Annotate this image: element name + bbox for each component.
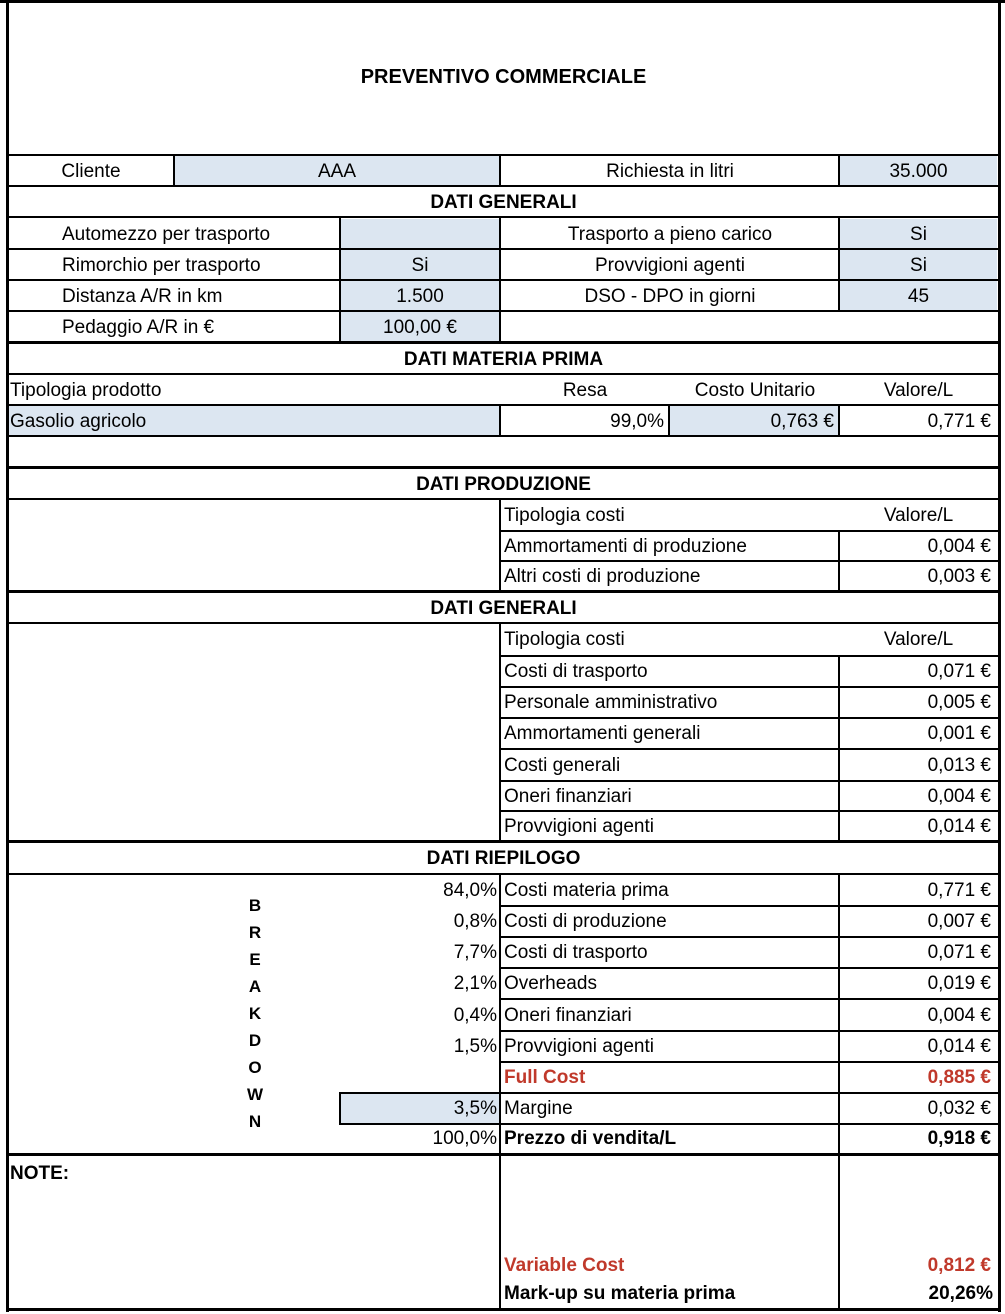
grid-line bbox=[6, 622, 1001, 624]
generali-row-value: 0,071 € bbox=[927, 660, 991, 682]
grid-line bbox=[838, 154, 840, 186]
generali-tipologia-col: Tipologia costi bbox=[504, 628, 625, 650]
pieno-carico-value[interactable]: Si bbox=[840, 219, 997, 249]
grid-line bbox=[500, 998, 1001, 1000]
grid-line bbox=[6, 216, 1001, 218]
grid-line bbox=[6, 185, 1001, 187]
produzione-header: DATI PRODUZIONE bbox=[416, 473, 591, 495]
materia-prima-header: DATI MATERIA PRIMA bbox=[403, 348, 604, 370]
grid-line bbox=[499, 404, 501, 437]
variable-cost-value: 0,812 € bbox=[927, 1254, 991, 1276]
grid-line bbox=[6, 154, 1001, 156]
margine-pct-input[interactable]: 3,5% bbox=[340, 1093, 500, 1123]
riepilogo-label: Provvigioni agenti bbox=[504, 1035, 654, 1057]
breakdown-vertical-label bbox=[240, 892, 270, 1135]
grid-line bbox=[499, 498, 501, 592]
cliente-value[interactable]: AAA bbox=[174, 156, 500, 186]
breakdown-letter: E bbox=[249, 950, 261, 969]
riepilogo-value: 0,771 € bbox=[927, 879, 991, 901]
grid-line bbox=[6, 498, 1001, 500]
distanza-value[interactable]: 1.500 bbox=[340, 281, 500, 311]
cliente-label: Cliente bbox=[61, 160, 121, 182]
automezzo-value[interactable] bbox=[340, 219, 500, 249]
grid-line bbox=[838, 530, 840, 592]
produzione-row-value: 0,003 € bbox=[927, 565, 991, 587]
grid-line bbox=[500, 748, 1001, 750]
grid-line bbox=[6, 435, 1001, 437]
grid-line bbox=[6, 404, 1001, 406]
produzione-row-label: Altri costi di produzione bbox=[504, 565, 701, 587]
grid-line bbox=[6, 279, 1001, 281]
produzione-row-value: 0,004 € bbox=[927, 535, 991, 557]
breakdown-letter: K bbox=[248, 1004, 262, 1023]
grid-line bbox=[339, 1092, 341, 1125]
riepilogo-value: 0,019 € bbox=[927, 972, 991, 994]
riepilogo-pct: 84,0% bbox=[443, 879, 497, 901]
valore-materia-value: 0,771 € bbox=[927, 410, 991, 432]
grid-line bbox=[6, 248, 1001, 250]
resa-col: Resa bbox=[562, 379, 608, 401]
grid-line bbox=[499, 873, 501, 1156]
grid-line bbox=[6, 341, 1001, 344]
produzione-row-label: Ammortamenti di produzione bbox=[504, 535, 747, 557]
generali-row-label: Ammortamenti generali bbox=[504, 722, 701, 744]
generali-row-label: Personale amministrativo bbox=[504, 691, 718, 713]
grid-line bbox=[500, 655, 1001, 657]
dati-generali-header: DATI GENERALI bbox=[430, 191, 577, 213]
valore-col: Valore/L bbox=[883, 379, 954, 401]
grid-line bbox=[0, 0, 1005, 3]
markup-label: Mark-up su materia prima bbox=[504, 1282, 736, 1304]
grid-line bbox=[500, 686, 1001, 688]
grid-line bbox=[340, 1123, 1001, 1125]
riepilogo-label: Costi di trasporto bbox=[504, 941, 648, 963]
rimorchio-value[interactable]: Si bbox=[340, 250, 500, 280]
prezzo-value: 0,918 € bbox=[927, 1127, 991, 1149]
full-cost-value: 0,885 € bbox=[927, 1066, 991, 1088]
prodotto-value[interactable]: Gasolio agricolo bbox=[8, 406, 500, 436]
distanza-label: Distanza A/R in km bbox=[62, 285, 223, 307]
breakdown-letter: O bbox=[248, 1058, 262, 1077]
breakdown-letter: W bbox=[246, 1085, 264, 1104]
grid-line bbox=[500, 936, 1001, 938]
grid-line bbox=[838, 1156, 840, 1310]
grid-line bbox=[500, 1030, 1001, 1032]
generali-row-label: Provvigioni agenti bbox=[504, 815, 654, 837]
grid-line bbox=[500, 967, 1001, 969]
grid-line bbox=[6, 1308, 1001, 1311]
costo-unitario-value[interactable]: 0,763 € bbox=[670, 406, 840, 436]
generali-row-label: Costi di trasporto bbox=[504, 660, 648, 682]
riepilogo-pct: 1,5% bbox=[453, 1035, 497, 1057]
grid-line bbox=[6, 310, 1001, 312]
markup-value: 20,26% bbox=[928, 1282, 993, 1304]
grid-line bbox=[500, 530, 1001, 532]
riepilogo-value: 0,071 € bbox=[927, 941, 991, 963]
generali-valore-col: Valore/L bbox=[883, 628, 954, 650]
grid-line bbox=[668, 404, 670, 437]
riepilogo-pct: 2,1% bbox=[453, 972, 497, 994]
grid-line bbox=[838, 216, 840, 312]
grid-line bbox=[173, 154, 175, 186]
grid-line bbox=[6, 840, 1001, 843]
riepilogo-pct: 0,4% bbox=[453, 1004, 497, 1026]
provvigioni-label: Provvigioni agenti bbox=[595, 254, 745, 276]
generali-row-value: 0,004 € bbox=[927, 785, 991, 807]
margine-label: Margine bbox=[504, 1097, 573, 1119]
grid-line bbox=[500, 717, 1001, 719]
pedaggio-label: Pedaggio A/R in € bbox=[62, 316, 215, 338]
grid-line bbox=[499, 1156, 501, 1310]
grid-line bbox=[499, 216, 501, 343]
grid-line bbox=[500, 905, 1001, 907]
generali-row-value: 0,005 € bbox=[927, 691, 991, 713]
riepilogo-value: 0,004 € bbox=[927, 1004, 991, 1026]
full-cost-label: Full Cost bbox=[504, 1066, 586, 1088]
riepilogo-label: Costi di produzione bbox=[504, 910, 667, 932]
prezzo-label: Prezzo di vendita/L bbox=[504, 1127, 677, 1149]
breakdown-letter: B bbox=[248, 896, 262, 915]
riepilogo-pct: 7,7% bbox=[453, 941, 497, 963]
richiesta-value[interactable]: 35.000 bbox=[840, 156, 997, 186]
breakdown-letter: D bbox=[248, 1031, 262, 1050]
generali-costi-header: DATI GENERALI bbox=[430, 597, 577, 619]
tipologia-prodotto-col: Tipologia prodotto bbox=[10, 379, 162, 401]
riepilogo-label: Costi materia prima bbox=[504, 879, 669, 901]
grid-line bbox=[838, 873, 840, 1156]
breakdown-letter: R bbox=[248, 923, 262, 942]
rimorchio-label: Rimorchio per trasporto bbox=[62, 254, 261, 276]
grid-line bbox=[838, 404, 840, 437]
grid-line bbox=[838, 655, 840, 842]
richiesta-label: Richiesta in litri bbox=[606, 160, 734, 182]
breakdown-letter: N bbox=[248, 1112, 262, 1131]
produzione-tipologia-col: Tipologia costi bbox=[504, 504, 625, 526]
produzione-valore-col: Valore/L bbox=[883, 504, 954, 526]
grid-line bbox=[6, 873, 1001, 875]
grid-line bbox=[6, 466, 1001, 469]
riepilogo-value: 0,014 € bbox=[927, 1035, 991, 1057]
grid-line bbox=[6, 0, 9, 1312]
dso-label: DSO - DPO in giorni bbox=[584, 285, 756, 307]
margine-value: 0,032 € bbox=[927, 1097, 991, 1119]
grid-line bbox=[339, 216, 341, 343]
grid-line bbox=[6, 590, 1001, 593]
grid-line bbox=[6, 373, 1001, 375]
dso-value[interactable]: 45 bbox=[840, 281, 997, 311]
automezzo-label: Automezzo per trasporto bbox=[62, 223, 271, 245]
riepilogo-label: Oneri finanziari bbox=[504, 1004, 632, 1026]
riepilogo-pct: 0,8% bbox=[453, 910, 497, 932]
grid-line bbox=[340, 1092, 1001, 1094]
generali-row-value: 0,014 € bbox=[927, 815, 991, 837]
costo-unitario-col: Costo Unitario bbox=[694, 379, 816, 401]
riepilogo-value: 0,007 € bbox=[927, 910, 991, 932]
grid-line bbox=[500, 810, 1001, 812]
grid-line bbox=[500, 1061, 1001, 1063]
grid-line bbox=[499, 154, 501, 186]
pedaggio-value[interactable]: 100,00 € bbox=[340, 312, 500, 342]
riepilogo-label: Overheads bbox=[504, 972, 597, 994]
prezzo-pct: 100,0% bbox=[432, 1127, 497, 1149]
grid-line bbox=[499, 622, 501, 842]
breakdown-letter: A bbox=[248, 977, 262, 996]
page-title: PREVENTIVO COMMERCIALE bbox=[360, 66, 647, 88]
riepilogo-header: DATI RIEPILOGO bbox=[426, 847, 581, 869]
grid-line bbox=[500, 560, 1001, 562]
grid-line bbox=[500, 780, 1001, 782]
note-label: NOTE: bbox=[10, 1162, 70, 1184]
provvigioni-value[interactable]: Si bbox=[840, 250, 997, 280]
generali-row-value: 0,001 € bbox=[927, 722, 991, 744]
generali-row-label: Costi generali bbox=[504, 754, 621, 776]
generali-row-label: Oneri finanziari bbox=[504, 785, 632, 807]
grid-line bbox=[6, 1153, 1001, 1156]
variable-cost-label: Variable Cost bbox=[504, 1254, 625, 1276]
resa-value: 99,0% bbox=[610, 410, 664, 432]
generali-row-value: 0,013 € bbox=[927, 754, 991, 776]
pieno-carico-label: Trasporto a pieno carico bbox=[567, 223, 773, 245]
